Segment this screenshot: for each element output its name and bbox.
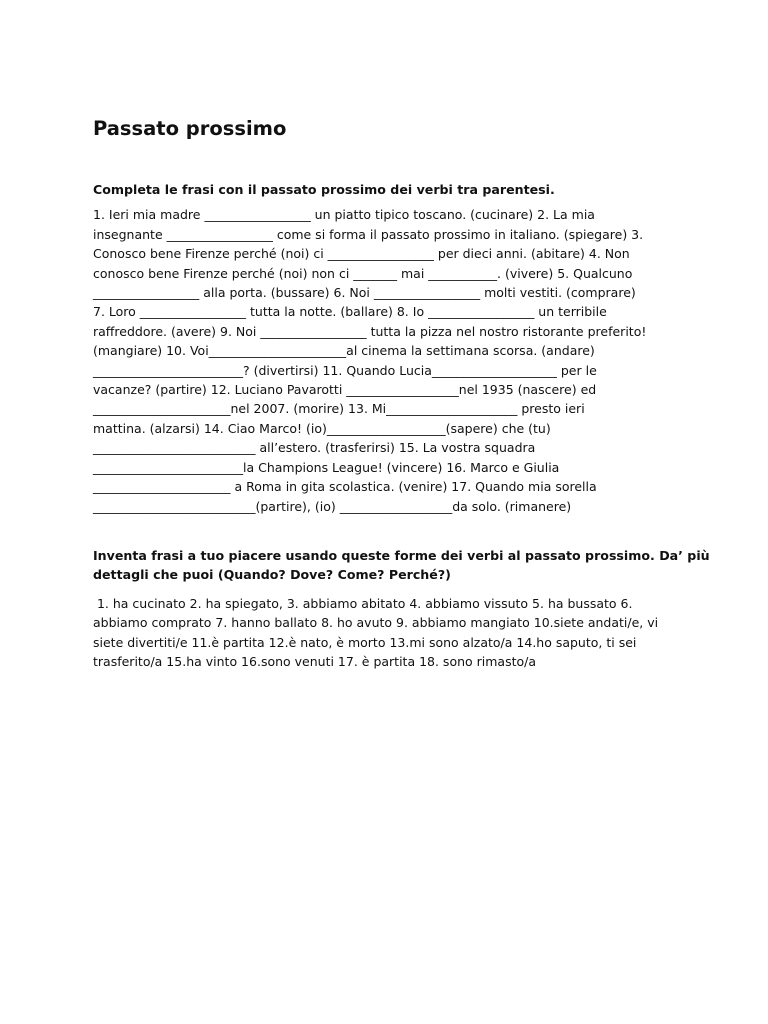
exercise-1-line: insegnante _________________ come si forma il passato prossimo in italiano. (spiegare) 3. — [93, 226, 644, 242]
exercise-2-line: abbiamo comprato 7. hanno ballato 8. ho avuto 9. abbiamo mangiato 10.siete andati/e, vi — [93, 615, 659, 631]
exercise-1-line: __________________________(partire), (io) __________________da solo. (rimanere) — [93, 498, 572, 514]
exercise-2-line: 1. ha cucinato 2. ha spiegato, 3. abbiamo abitato 4. abbiamo vissuto 5. ha bussato 6. — [93, 595, 633, 611]
page-title: Passato prossimo — [93, 117, 287, 140]
exercise-2-instruction-line: dettagli che puoi (Quando? Dove? Come? Perché?) — [93, 567, 451, 583]
exercise-1-line: 1. Ieri mia madre _________________ un piatto tipico toscano. (cucinare) 2. La mia — [93, 207, 595, 223]
exercise-2-instruction-line: Inventa frasi a tuo piacere usando queste forme dei verbi al passato prossimo. Da’ più — [93, 547, 710, 563]
exercise-2-instruction — [93, 546, 710, 585]
exercise-1-body — [93, 205, 678, 516]
exercise-1-line: ______________________ a Roma in gita scolastica. (venire) 17. Quando mia sorella — [93, 479, 597, 495]
exercise-1-line: ________________________? (divertirsi) 11. Quando Lucia____________________ per le — [93, 362, 597, 378]
exercise-1-line: __________________________ all’estero. (trasferirsi) 15. La vostra squadra — [93, 440, 536, 456]
exercise-1-instruction: Completa le frasi con il passato prossimo dei verbi tra parentesi. — [93, 182, 555, 197]
exercise-1-line: vacanze? (partire) 12. Luciano Pavarotti __________________nel 1935 (nascere) ed — [93, 382, 597, 398]
exercise-1-line: conosco bene Firenze perché (noi) non ci _______ mai ___________. (vivere) 5. Qualcuno — [93, 265, 633, 281]
exercise-1-line: ______________________nel 2007. (morire) 13. Mi_____________________ presto ieri — [93, 401, 585, 417]
exercise-2-body — [93, 594, 678, 672]
exercise-2-line: trasferito/a 15.ha vinto 16.sono venuti 17. è partita 18. sono rimasto/a — [93, 653, 537, 669]
exercise-1-line: _________________ alla porta. (bussare) 6. Noi _________________ molti vestiti. (comprare) — [93, 285, 636, 301]
exercise-1-line: mattina. (alzarsi) 14. Ciao Marco! (io)___________________(sapere) che (tu) — [93, 420, 551, 436]
exercise-1-line: Conosco bene Firenze perché (noi) ci _________________ per dieci anni. (abitare) 4. Non — [93, 246, 630, 262]
exercise-1-line: (mangiare) 10. Voi______________________al cinema la settimana scorsa. (andare) — [93, 343, 595, 359]
exercise-1-line: raffreddore. (avere) 9. Noi _________________ tutta la pizza nel nostro ristorante preferito! — [93, 323, 647, 339]
exercise-2-line: siete divertiti/e 11.è partita 12.è nato, è morto 13.mi sono alzato/a 14.ho saputo, ti sei — [93, 634, 637, 650]
document-page — [93, 116, 710, 671]
exercise-1-line: ________________________la Champions League! (vincere) 16. Marco e Giulia — [93, 459, 560, 475]
exercise-1-line: 7. Loro _________________ tutta la notte. (ballare) 8. Io _________________ un terribile — [93, 304, 607, 320]
